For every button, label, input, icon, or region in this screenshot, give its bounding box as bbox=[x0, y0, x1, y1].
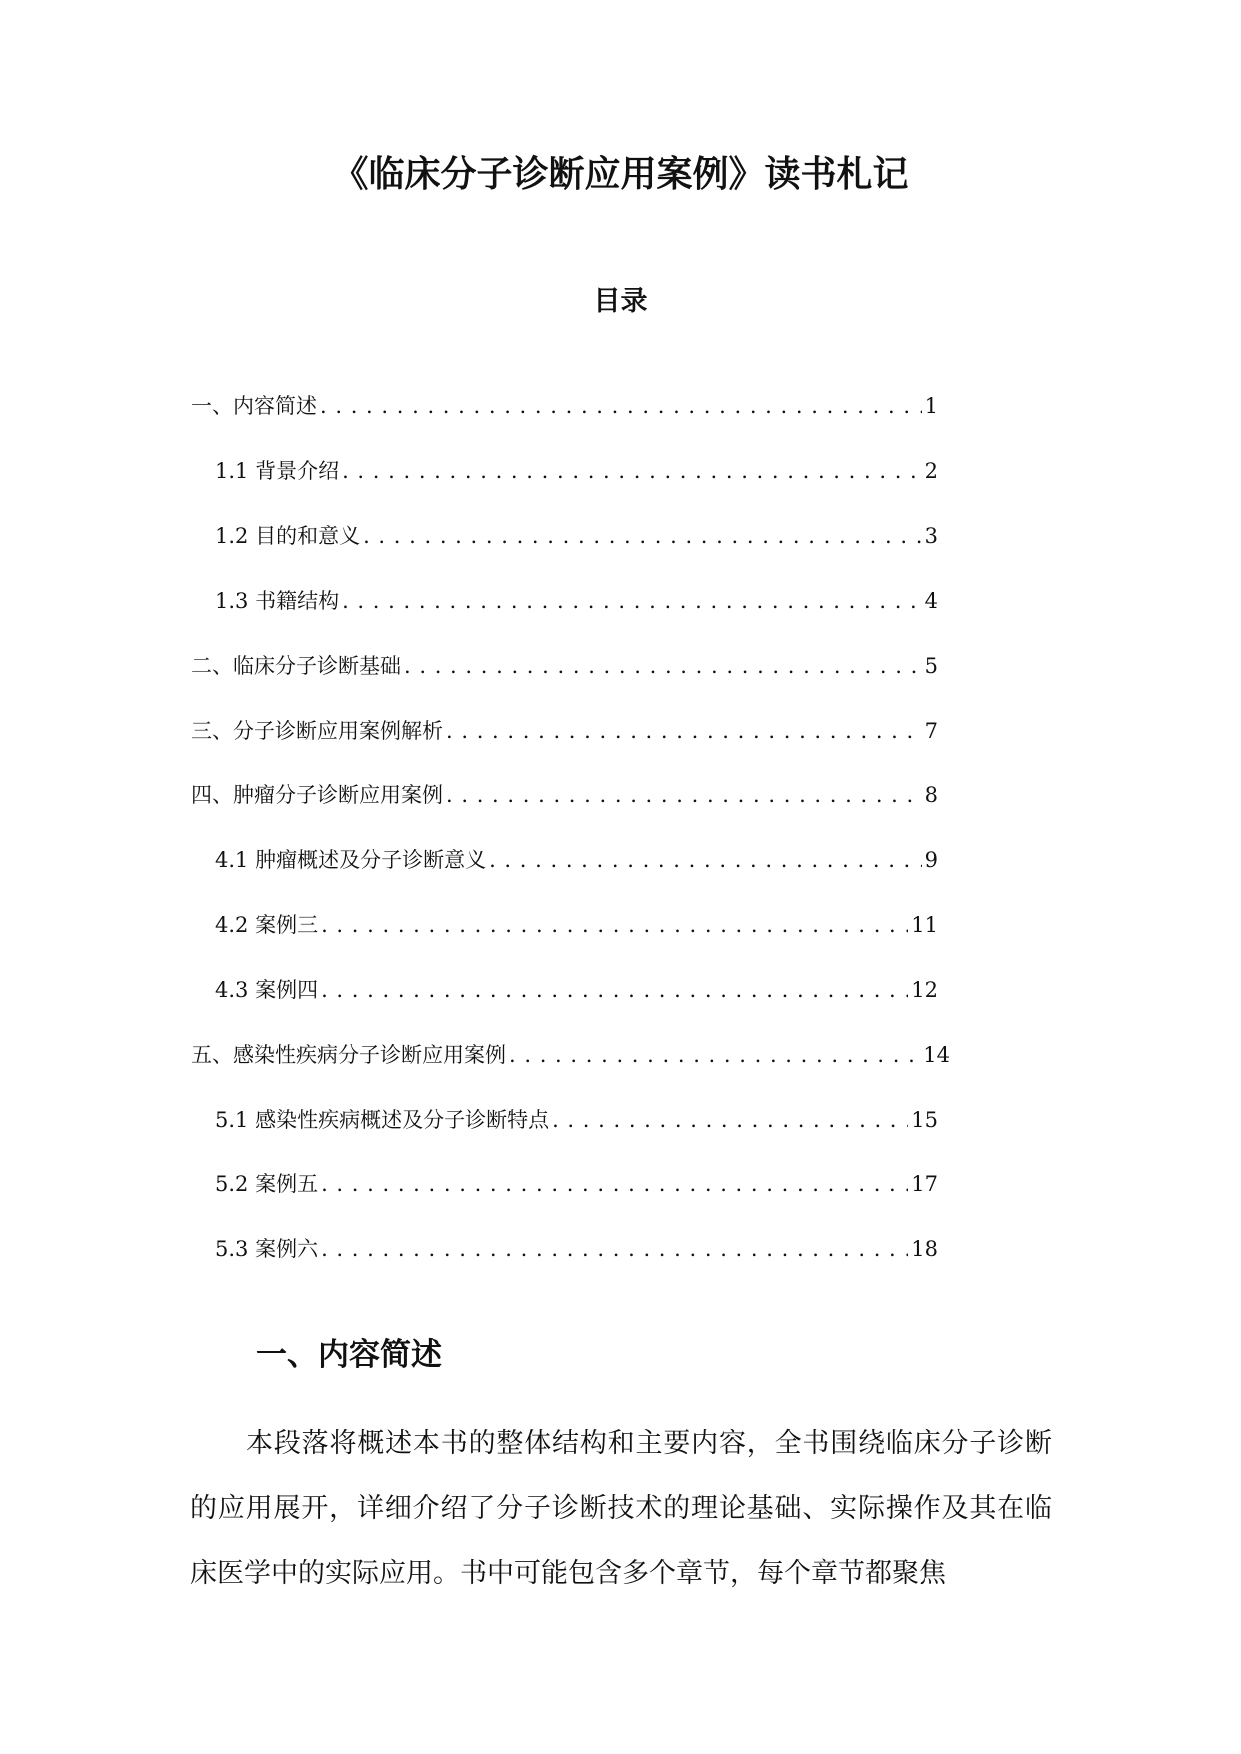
toc-entry-page: 7 bbox=[924, 719, 938, 743]
toc-entry-page: 17 bbox=[911, 1172, 938, 1196]
toc-entry-page: 5 bbox=[924, 654, 938, 678]
toc-entry[interactable] bbox=[215, 518, 938, 554]
toc-entry-page: 9 bbox=[924, 848, 938, 872]
toc-entry-label: 三、分子诊断应用案例解析 bbox=[191, 719, 443, 743]
toc-entry-page: 18 bbox=[911, 1237, 938, 1261]
toc-entry[interactable] bbox=[215, 972, 938, 1008]
toc-entry[interactable] bbox=[191, 388, 938, 424]
toc-dot-leader bbox=[342, 453, 922, 489]
toc-entry[interactable] bbox=[191, 648, 938, 684]
toc-dot-leader bbox=[552, 1102, 908, 1138]
toc-dot-leader bbox=[363, 518, 922, 554]
toc-entry-page: 2 bbox=[924, 459, 938, 483]
toc-entry-label: 4.1 肿瘤概述及分子诊断意义 bbox=[215, 848, 487, 872]
document-title: 《临床分子诊断应用案例》读书札记 bbox=[332, 154, 909, 195]
toc-entry-label: 五、感染性疾病分子诊断应用案例 bbox=[191, 1043, 506, 1067]
toc-entry-label: 一、内容简述 bbox=[191, 394, 317, 418]
toc-entry[interactable] bbox=[215, 907, 938, 943]
toc-entry-label: 5.3 案例六 bbox=[215, 1237, 319, 1261]
toc-entry-label: 1.2 目的和意义 bbox=[215, 524, 361, 548]
toc-dot-leader bbox=[321, 1231, 908, 1267]
toc-entry[interactable] bbox=[215, 1231, 938, 1267]
toc-entry-label: 4.3 案例四 bbox=[215, 978, 319, 1002]
toc-entry[interactable] bbox=[191, 1037, 950, 1073]
toc-dot-leader bbox=[509, 1037, 920, 1073]
toc-entry-page: 11 bbox=[911, 913, 938, 937]
toc-dot-leader bbox=[321, 907, 908, 943]
toc-dot-leader bbox=[320, 388, 922, 424]
toc-dot-leader bbox=[342, 583, 922, 619]
toc-entry[interactable] bbox=[215, 1102, 938, 1138]
toc-dot-leader bbox=[321, 1166, 908, 1202]
toc-entry-page: 1 bbox=[924, 394, 938, 418]
body-paragraph: 本段落将概述本书的整体结构和主要内容，全书围绕临床分子诊断的应用展开，详细介绍了分子诊断技术的理论基础、实际操作及其在临床医学中的实际应用。书中可能包含多个章节，每个章节都聚焦 bbox=[190, 1428, 1052, 1589]
toc-dot-leader bbox=[404, 648, 922, 684]
toc-entry-page: 4 bbox=[924, 589, 938, 613]
toc-entry-page: 8 bbox=[924, 783, 938, 807]
toc-dot-leader bbox=[446, 777, 922, 813]
toc-entry[interactable] bbox=[215, 583, 938, 619]
toc-entry[interactable] bbox=[215, 453, 938, 489]
toc-entry-page: 12 bbox=[911, 978, 938, 1002]
toc-entry[interactable] bbox=[215, 1166, 938, 1202]
section-heading: 一、内容简述 bbox=[256, 1337, 442, 1373]
toc-entry-page: 14 bbox=[923, 1043, 950, 1067]
toc-entry-page: 15 bbox=[911, 1108, 938, 1132]
toc-heading: 目录 bbox=[593, 286, 648, 317]
toc-entry-label: 5.1 感染性疾病概述及分子诊断特点 bbox=[215, 1108, 550, 1132]
toc-dot-leader bbox=[446, 713, 922, 749]
toc-entry-label: 1.3 书籍结构 bbox=[215, 589, 340, 613]
toc-entry-label: 四、肿瘤分子诊断应用案例 bbox=[191, 783, 443, 807]
toc-dot-leader bbox=[489, 842, 922, 878]
toc-entry-label: 5.2 案例五 bbox=[215, 1172, 319, 1196]
toc-entry-label: 二、临床分子诊断基础 bbox=[191, 654, 401, 678]
toc-dot-leader bbox=[321, 972, 908, 1008]
toc-entry[interactable] bbox=[191, 713, 938, 749]
toc-entry-label: 4.2 案例三 bbox=[215, 913, 319, 937]
toc-entry[interactable] bbox=[191, 777, 938, 813]
toc-entry-label: 1.1 背景介绍 bbox=[215, 459, 340, 483]
toc-entry-page: 3 bbox=[924, 524, 938, 548]
toc-entry[interactable] bbox=[215, 842, 938, 878]
